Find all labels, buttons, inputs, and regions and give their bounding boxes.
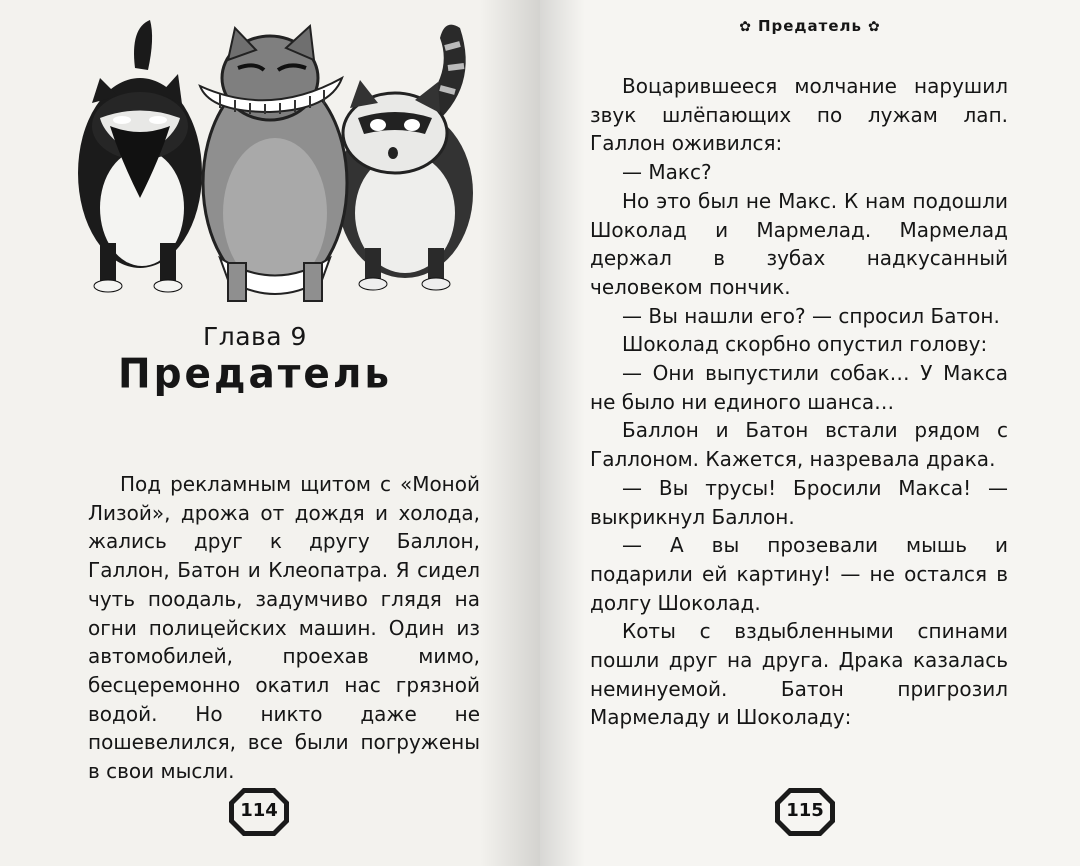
chapter-title: Предатель — [117, 350, 393, 399]
paw-print-icon: ✿ — [739, 19, 752, 35]
paragraph: — Они выпустили собак… У Макса не было ни единого шанса… — [590, 361, 1008, 414]
paragraph: Коты с вздыбленными спинами пошли друг на друга. Драка казалась неминуемой. Батон пригрозил Мармеладу и Шоколаду: — [590, 619, 1008, 730]
page-number-badge-left — [227, 786, 291, 838]
left-cat — [78, 20, 202, 292]
gutter-shadow-right — [540, 0, 585, 866]
right-page-text — [590, 72, 1008, 732]
right-cat — [337, 25, 473, 290]
paw-print-icon: ✿ — [868, 19, 881, 35]
paragraph: Но это был не Макс. К нам подошли Шоколад и Мармелад. Мармелад держал в зубах надкусанный человеком пончик. — [590, 188, 1008, 299]
page-number: 114 — [240, 800, 278, 821]
chapter-number: Глава 9 — [203, 322, 307, 351]
paragraph: Баллон и Батон встали рядом с Галлоном. Кажется, назревала драка. — [590, 418, 1008, 472]
middle-cat — [200, 26, 347, 301]
paragraph: — Макс? — [622, 160, 712, 185]
page-number-badge-right — [773, 786, 837, 838]
running-head-title: Предатель — [757, 17, 863, 35]
page-number: 115 — [786, 800, 824, 821]
running-head — [540, 17, 1080, 35]
paragraph: Воцарившееся молчание нарушил звук шлёпающих по лужам лап. Галлон оживился: — [590, 74, 1008, 156]
paragraph: Под рекламным щитом с «Моной Лизой», дрожа от дождя и холода, жались друг к другу Баллон, Галлон, Батон и Клеопатра. Я сидел чуть поодаль, задумчиво глядя на огни полицейских машин. Один из автомобилей, проехав мимо, бесцеремонно окатил нас грязной водой. Но никто даже не пошевелился, все были погружены в свои мысли. — [88, 472, 480, 784]
paragraph: — А вы прозевали мышь и подарили ей картину! — не остался в долгу Шоколад. — [590, 533, 1008, 615]
paragraph: Шоколад скорбно опустил голову: — [622, 332, 988, 357]
three-cats-illustration — [60, 8, 490, 308]
paragraph: — Вы трусы! Бросили Макса! — выкрикнул Баллон. — [590, 475, 1008, 529]
paragraph: — Вы нашли его? — спросил Батон. — [622, 303, 1000, 328]
left-page-text — [88, 470, 480, 786]
